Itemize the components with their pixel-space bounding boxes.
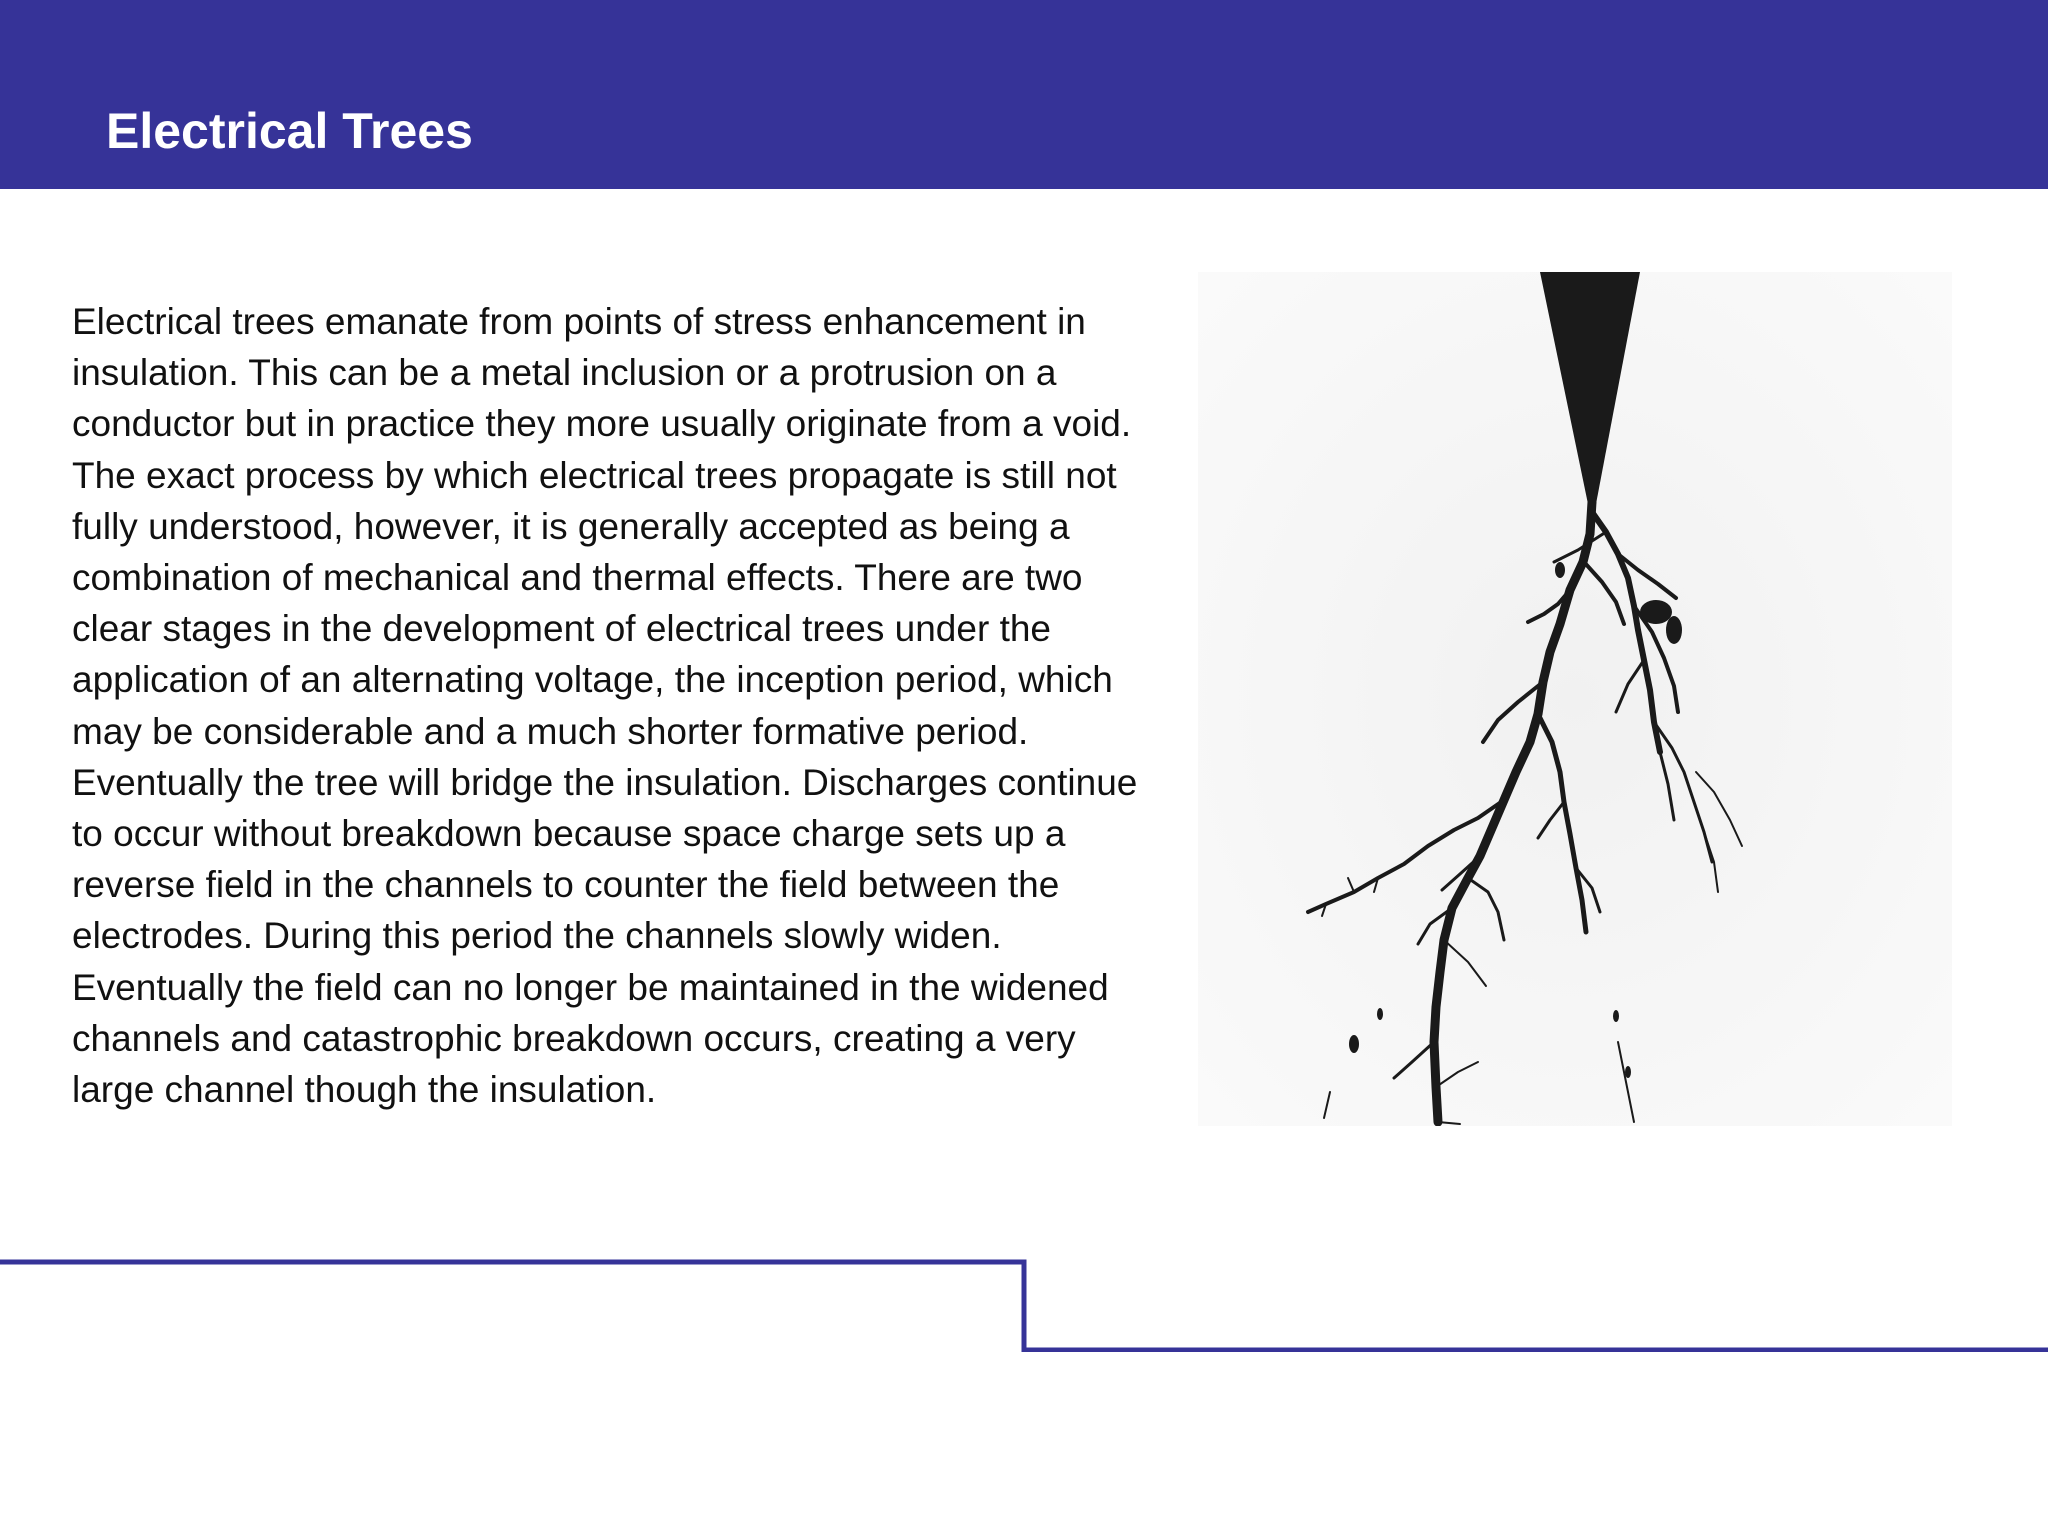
- footer-divider: [0, 1252, 2048, 1352]
- footer-step-line: [0, 1262, 2048, 1350]
- electrical-tree-photo: [1198, 272, 1952, 1126]
- electrical-tree-image: [1198, 272, 1952, 1126]
- header-bar: [0, 0, 2048, 189]
- body-paragraph: Electrical trees emanate from points of stress enhancement in insulation. This can be a metal inclusion or a protrusion on a conductor but in practice they more usually originate from a void. The exact process by which electrical trees propagate is still not fully understood, however, it is generally accepted as being a combination of mechanical and thermal effects. There are two clear stages in the development of electrical trees under the application of an alternating voltage, the inception period, which may be considerable and a much shorter formative period. Eventually the tree will bridge the insulation. Discharges continue to occur without breakdown because space charge sets up a reverse field in the channels to counter the field between the electrodes. During this period the channels slowly widen. Eventually the field can no longer be maintained in the widened channels and catastrophic breakdown occurs, creating a very large channel though the insulation.: [72, 301, 1138, 1111]
- slide-title: Electrical Trees: [106, 103, 473, 159]
